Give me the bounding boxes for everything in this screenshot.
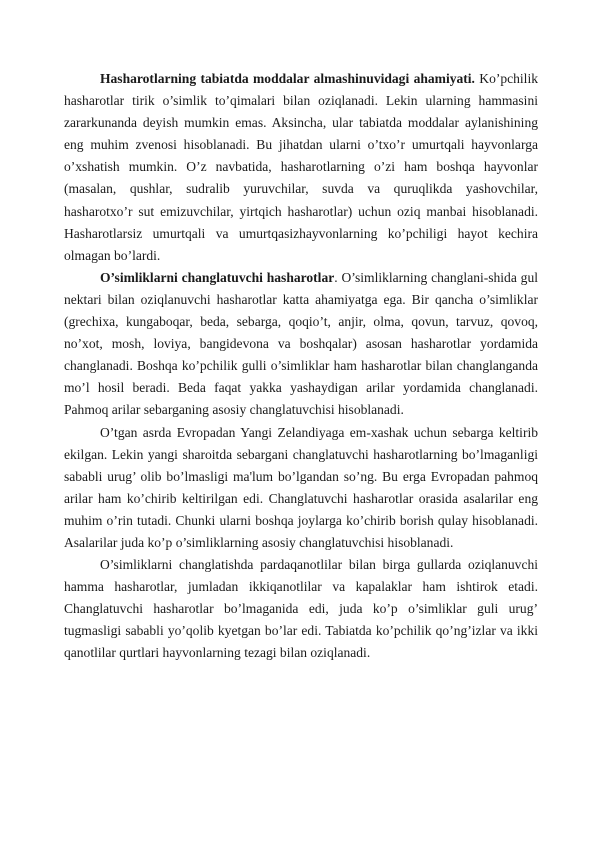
document-page: [64, 68, 538, 665]
paragraph-pollinators: [64, 267, 538, 422]
paragraph-new-zealand: [64, 422, 538, 555]
paragraph-heading: Hasharotlarning tabiatda moddalar almashinuvidagi ahamiyati.: [100, 71, 475, 86]
paragraph-text: O’tgan asrda Evropadan Yangi Zelandiyaga em-xashak uchun sebarga keltirib ekilgan. Lekin yangi sharoitda sebargani changlatuvchi hasharotlarning bo’lmaganligi sababli urug’ olib bo’lmasligi ma'lum bo’lgandan so’ng. Bu erga Evropadan pahmoq arilar ham ko’chirib keltirilgan edi. Changlatuvchi hasharotlar orasida asalarilar eng muhim o’rin tutadi. Chunki ularni boshqa joylarga ko’chirib borish qulay hisoblanadi. Asalarilar juda ko’p o’simliklarning asosiy changlatuvchisi hisoblanadi.: [64, 424, 538, 550]
paragraph-insects-role: [64, 68, 538, 267]
paragraph-text: . O’simliklarning changlani-shida gul nektari bilan oziqlanuvchi hasharotlar katta ahamiyatga ega. Bir qancha o’simliklar (grechixa, kungaboqar, beda, sebarga, qoqio’t, anjir, olma, qovun, tarvuz, qovoq, no’xot, mosh, loviya, bangidevona va boshqalar) asosan hasharotlar yordamida changlanadi. Boshqa ko’pchilik gulli o’simliklar ham hasharotlar bilan changlanganda mo’l hosil beradi. Beda faqat yakka yashaydigan arilar yordamida changlanadi. Pahmoq arilar sebarganing asosiy changlatuvchisi hisoblanadi.: [64, 269, 538, 418]
paragraph-text: Ko’pchilik hasharotlar tirik o’simlik to’qimalari bilan oziqlanadi. Lekin ularning hammasini zararkunanda deyish mumkin emas. Aksincha, ular tabiatda moddalar aylanishining eng muhim zvenosi hisoblanadi. Bu jihatdan ularni o’txo’r umurtqali hayvonlarga o’xshatish mumkin. O’z navbatida, hasharotlarning o’zi ham boshqa hayvonlar (masalan, qushlar, sudralib yuruvchilar, suvda va quruqlikda yashovchilar, hasharotxo’r sut emizuvchilar, yirtqich hasharotlar) uchun oziq manbai hisoblanadi. Hasharotlarsiz umurtqali va umurtqasizhayvonlarning ko’pchiligi hayot kechira olmagan bo’lardi.: [64, 71, 538, 263]
paragraph-text: O’simliklarni changlatishda pardaqanotlilar bilan birga gullarda oziqlanuvchi hamma hasharotlar, jumladan ikkiqanotlilar va kapalaklar ham ishtirok etadi. Changlatuvchi hasharotlar bo’lmaganida edi, juda ko’p o’simliklar guli urug’ tugmasligi sababli yo’qolib kyetgan bo’lar edi. Tabiatda ko’pchilik qo’ng’izlar va ikki qanotlilar qurtlari hayvonlarning tezagi bilan oziqlanadi.: [64, 557, 538, 661]
paragraph-heading: O’simliklarni changlatuvchi hasharotlar: [100, 269, 335, 285]
paragraph-pollination-summary: [64, 554, 538, 664]
